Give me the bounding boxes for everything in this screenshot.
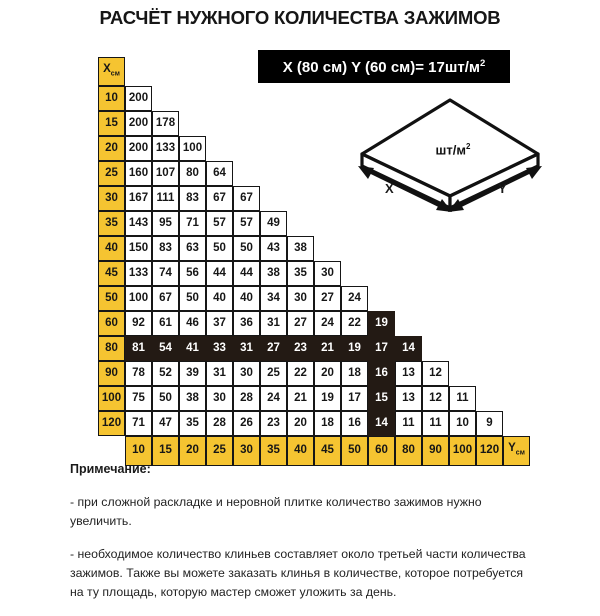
table-header-row — [98, 57, 530, 86]
table-cell[interactable]: 49 — [260, 211, 287, 236]
row-header[interactable]: 15 — [98, 111, 125, 136]
tile-unit-text: шт/м — [435, 142, 466, 158]
table-cell[interactable]: 16 — [368, 361, 395, 386]
table-cell[interactable]: 54 — [152, 336, 179, 361]
table-cell[interactable]: 14 — [395, 336, 422, 361]
table-spacer-cell — [152, 86, 179, 111]
table-cell[interactable]: 52 — [152, 361, 179, 386]
table-spacer-cell — [341, 161, 368, 186]
row-header[interactable]: 100 — [98, 386, 125, 411]
table-spacer-cell — [233, 111, 260, 136]
table-spacer-cell — [341, 86, 368, 111]
row-header[interactable]: 50 — [98, 286, 125, 311]
table-cell[interactable]: 143 — [125, 211, 152, 236]
table-cell[interactable]: 160 — [125, 161, 152, 186]
table-cell[interactable]: 50 — [206, 236, 233, 261]
table-spacer-cell — [395, 161, 422, 186]
table-cell[interactable]: 46 — [179, 311, 206, 336]
clips-quantity-table — [98, 57, 530, 466]
column-header[interactable]: 15 — [152, 436, 179, 465]
table-cell[interactable]: 22 — [341, 311, 368, 336]
table-spacer-cell — [368, 186, 395, 211]
row-header[interactable]: 120 — [98, 411, 125, 436]
row-header[interactable]: 60 — [98, 311, 125, 336]
table-cell[interactable]: 10 — [449, 411, 476, 436]
table-row — [98, 336, 530, 361]
table-spacer-cell — [260, 86, 287, 111]
table-spacer-cell — [314, 161, 341, 186]
table-spacer-cell — [422, 111, 449, 136]
table-cell[interactable]: 31 — [206, 361, 233, 386]
table-cell[interactable]: 38 — [287, 236, 314, 261]
table-spacer-cell — [368, 57, 395, 86]
table-spacer-cell — [233, 57, 260, 86]
table-spacer-cell — [476, 161, 503, 186]
table-cell[interactable]: 44 — [233, 261, 260, 286]
row-header[interactable]: 35 — [98, 211, 125, 236]
table-spacer-cell — [368, 261, 395, 286]
tile-unit-sup: 2 — [465, 142, 471, 151]
table-cell[interactable]: 200 — [125, 86, 152, 111]
row-header[interactable]: 30 — [98, 186, 125, 211]
column-header[interactable]: 40 — [287, 436, 314, 465]
column-header[interactable]: 45 — [314, 436, 341, 465]
table-cell[interactable]: 23 — [260, 411, 287, 436]
table-cell[interactable]: 20 — [287, 411, 314, 436]
table-cell[interactable]: 67 — [233, 186, 260, 211]
table-spacer-cell — [395, 286, 422, 311]
table-spacer-cell — [206, 136, 233, 161]
table-cell[interactable]: 57 — [206, 211, 233, 236]
table-spacer-cell — [314, 86, 341, 111]
table-spacer-cell — [449, 336, 476, 361]
table-spacer-cell — [206, 57, 233, 86]
table-spacer-cell — [341, 111, 368, 136]
column-header[interactable]: 50 — [341, 436, 368, 465]
table-cell[interactable]: 31 — [260, 311, 287, 336]
table-cell[interactable]: 15 — [368, 386, 395, 411]
table-spacer-cell — [422, 186, 449, 211]
row-header[interactable]: 25 — [98, 161, 125, 186]
table-body — [98, 57, 530, 466]
table-cell[interactable]: 47 — [152, 411, 179, 436]
row-header[interactable]: 80 — [98, 336, 125, 361]
table-spacer-cell — [395, 86, 422, 111]
table-cell[interactable]: 27 — [287, 311, 314, 336]
table-spacer-cell — [368, 111, 395, 136]
table-cell[interactable]: 75 — [125, 386, 152, 411]
table-spacer-cell — [260, 111, 287, 136]
table-cell[interactable]: 107 — [152, 161, 179, 186]
table-spacer-cell — [287, 161, 314, 186]
table-cell[interactable]: 30 — [233, 361, 260, 386]
table-cell[interactable]: 50 — [152, 386, 179, 411]
table-spacer-cell — [287, 211, 314, 236]
table-spacer-cell — [422, 86, 449, 111]
table-cell[interactable]: 12 — [422, 386, 449, 411]
table-spacer-cell — [314, 211, 341, 236]
table-spacer-cell — [449, 186, 476, 211]
table-cell[interactable]: 81 — [125, 336, 152, 361]
table-cell[interactable]: 28 — [233, 386, 260, 411]
table-spacer-cell — [422, 161, 449, 186]
table-spacer-cell — [476, 261, 503, 286]
table-spacer-cell — [422, 57, 449, 86]
table-spacer-cell — [287, 57, 314, 86]
notes-title: Примечание: — [70, 462, 151, 476]
table-spacer-cell — [476, 311, 503, 336]
column-header[interactable]: 60 — [368, 436, 395, 465]
table-cell[interactable]: 12 — [422, 361, 449, 386]
table-spacer-cell — [314, 136, 341, 161]
table-cell[interactable]: 24 — [314, 311, 341, 336]
table-cell[interactable]: 31 — [233, 336, 260, 361]
table-cell[interactable]: 83 — [152, 236, 179, 261]
table-cell[interactable]: 11 — [395, 411, 422, 436]
table-spacer-cell — [476, 286, 503, 311]
table-cell[interactable]: 71 — [179, 211, 206, 236]
table-cell[interactable]: 67 — [206, 186, 233, 211]
note-item: - необходимое количество клиньев составляет около третьей части количества зажимов. Также вы можете заказать клинья в количестве, которое потребуется на ту площадь, которую мастер сможет уложить за день. — [70, 547, 526, 599]
column-header[interactable]: 90 — [422, 436, 449, 465]
table-cell[interactable]: 100 — [125, 286, 152, 311]
table-cell[interactable]: 63 — [179, 236, 206, 261]
table-spacer-cell — [395, 261, 422, 286]
diagram-y-label: Y — [498, 181, 507, 196]
table-spacer-cell — [287, 111, 314, 136]
row-header[interactable]: 90 — [98, 361, 125, 386]
table-cell[interactable]: 25 — [260, 361, 287, 386]
table-spacer-cell — [368, 136, 395, 161]
table-spacer-cell — [449, 236, 476, 261]
table-spacer-cell — [368, 86, 395, 111]
table-spacer-cell — [422, 261, 449, 286]
table-spacer-cell — [395, 236, 422, 261]
row-header[interactable]: 45 — [98, 261, 125, 286]
table-spacer-cell — [125, 57, 152, 86]
table-spacer-cell — [449, 161, 476, 186]
table-cell[interactable]: 21 — [314, 336, 341, 361]
table-spacer-cell — [233, 86, 260, 111]
column-axis-header: $Y_{см}$ — [503, 436, 530, 465]
table-cell[interactable]: 13 — [395, 361, 422, 386]
column-header[interactable]: 80 — [395, 436, 422, 465]
table-cell[interactable]: 16 — [341, 411, 368, 436]
table-spacer-cell — [449, 261, 476, 286]
table-spacer-cell — [395, 136, 422, 161]
table-spacer-cell — [368, 211, 395, 236]
row-header[interactable]: 10 — [98, 86, 125, 111]
table-spacer-cell — [476, 57, 503, 86]
table-spacer-cell — [422, 286, 449, 311]
table-spacer-cell — [206, 86, 233, 111]
table-cell[interactable]: 18 — [314, 411, 341, 436]
table-spacer-cell — [395, 311, 422, 336]
table-cell[interactable]: 27 — [260, 336, 287, 361]
table-spacer-cell — [422, 311, 449, 336]
column-header[interactable]: 30 — [233, 436, 260, 465]
table-cell[interactable]: 50 — [233, 236, 260, 261]
table-spacer-cell — [179, 111, 206, 136]
table-row — [98, 386, 530, 411]
table-cell[interactable]: 71 — [125, 411, 152, 436]
table-row — [98, 286, 530, 311]
table-cell[interactable]: 35 — [179, 411, 206, 436]
table-cell[interactable]: 83 — [179, 186, 206, 211]
table-spacer-cell — [449, 286, 476, 311]
table-cell[interactable]: 167 — [125, 186, 152, 211]
table-spacer-cell — [395, 111, 422, 136]
table-cell[interactable]: 80 — [179, 161, 206, 186]
column-header[interactable]: 20 — [179, 436, 206, 465]
table-cell[interactable]: 57 — [233, 211, 260, 236]
table-spacer-cell — [476, 386, 503, 411]
table-cell[interactable]: 100 — [179, 136, 206, 161]
formula-expression: X (80 см) Y (60 см)= 17шт/м — [282, 58, 480, 76]
table-cell[interactable]: 18 — [341, 361, 368, 386]
table-spacer-cell — [314, 186, 341, 211]
column-header[interactable]: 25 — [206, 436, 233, 465]
table-cell[interactable]: 33 — [206, 336, 233, 361]
table-cell[interactable]: 40 — [233, 286, 260, 311]
table-cell[interactable]: 64 — [206, 161, 233, 186]
row-axis-header: $X_{см}$ — [98, 57, 125, 86]
table-cell[interactable]: 17 — [368, 336, 395, 361]
column-header[interactable]: 120 — [476, 436, 503, 465]
column-header[interactable]: 10 — [125, 436, 152, 465]
table-cell[interactable]: 34 — [260, 286, 287, 311]
table-cell[interactable]: 11 — [422, 411, 449, 436]
table-cell[interactable]: 78 — [125, 361, 152, 386]
table-cell[interactable]: 19 — [314, 386, 341, 411]
table-row — [98, 311, 530, 336]
table-cell[interactable]: 74 — [152, 261, 179, 286]
table-spacer-cell — [395, 186, 422, 211]
table-spacer-cell — [422, 336, 449, 361]
table-cell[interactable]: 22 — [287, 361, 314, 386]
table-cell[interactable]: 9 — [476, 411, 503, 436]
table-cell[interactable]: 30 — [287, 286, 314, 311]
table-spacer-cell — [368, 236, 395, 261]
table-spacer-cell — [395, 211, 422, 236]
table-spacer-cell — [314, 57, 341, 86]
table-spacer-cell — [260, 57, 287, 86]
row-header[interactable]: 20 — [98, 136, 125, 161]
table-cell[interactable]: 19 — [341, 336, 368, 361]
table-spacer-cell — [314, 111, 341, 136]
notes-section — [70, 462, 540, 616]
table-spacer-cell — [449, 211, 476, 236]
table-row — [98, 111, 530, 136]
table-spacer-cell — [179, 57, 206, 86]
table-cell[interactable]: 43 — [260, 236, 287, 261]
table-spacer-cell — [449, 111, 476, 136]
table-cell[interactable]: 27 — [314, 286, 341, 311]
table-spacer-cell — [287, 86, 314, 111]
table-spacer-cell — [152, 57, 179, 86]
table-spacer-cell — [233, 136, 260, 161]
note-item: - при сложной раскладке и неровной плитке количество зажимов нужно увеличить. — [70, 495, 482, 528]
table-spacer-cell — [341, 136, 368, 161]
table-cell[interactable]: 133 — [152, 136, 179, 161]
table-spacer-cell — [476, 211, 503, 236]
table-spacer-cell — [476, 111, 503, 136]
table-row — [98, 361, 530, 386]
table-cell[interactable]: 24 — [341, 286, 368, 311]
table-cell[interactable]: 30 — [314, 261, 341, 286]
table-row — [98, 261, 530, 286]
table-spacer-cell — [314, 236, 341, 261]
table-spacer-cell — [476, 186, 503, 211]
table-cell[interactable]: 111 — [152, 186, 179, 211]
table-cell[interactable]: 38 — [260, 261, 287, 286]
table-spacer-cell — [449, 361, 476, 386]
table-cell[interactable]: 44 — [206, 261, 233, 286]
table-spacer-cell — [341, 186, 368, 211]
table-spacer-cell — [449, 311, 476, 336]
table-spacer-cell — [476, 236, 503, 261]
table-row — [98, 186, 530, 211]
table-spacer-cell — [206, 111, 233, 136]
column-header[interactable]: 100 — [449, 436, 476, 465]
table-spacer-cell — [287, 136, 314, 161]
table-spacer-cell — [341, 236, 368, 261]
table-spacer-cell — [422, 236, 449, 261]
formula-superscript: 2 — [479, 57, 486, 69]
table-spacer-cell — [422, 211, 449, 236]
table-row — [98, 211, 530, 236]
table-spacer-cell — [341, 57, 368, 86]
table-cell[interactable]: 61 — [152, 311, 179, 336]
table-spacer-cell — [422, 136, 449, 161]
table-spacer-cell — [476, 136, 503, 161]
table-cell[interactable]: 11 — [449, 386, 476, 411]
table-cell[interactable]: 28 — [206, 411, 233, 436]
table-cell[interactable]: 40 — [206, 286, 233, 311]
table-cell[interactable]: 67 — [152, 286, 179, 311]
table-cell[interactable]: 39 — [179, 361, 206, 386]
table-cell[interactable]: 178 — [152, 111, 179, 136]
table-cell[interactable]: 23 — [287, 336, 314, 361]
table-cell[interactable]: 95 — [152, 211, 179, 236]
table-cell[interactable]: 133 — [125, 261, 152, 286]
page-title: РАСЧЁТ НУЖНОГО КОЛИЧЕСТВА ЗАЖИМОВ — [99, 7, 501, 28]
table-cell[interactable]: 20 — [314, 361, 341, 386]
table-cell[interactable]: 21 — [287, 386, 314, 411]
table-cell[interactable]: 92 — [125, 311, 152, 336]
table-row — [98, 136, 530, 161]
table-spacer-cell — [395, 57, 422, 86]
table-cell[interactable]: 200 — [125, 136, 152, 161]
table-cell[interactable]: 19 — [368, 311, 395, 336]
table-spacer-cell — [287, 186, 314, 211]
table-cell[interactable]: 35 — [287, 261, 314, 286]
table-spacer-cell — [260, 186, 287, 211]
table-spacer-cell — [260, 161, 287, 186]
table-cell[interactable]: 200 — [125, 111, 152, 136]
column-header[interactable]: 35 — [260, 436, 287, 465]
table-spacer-cell — [368, 286, 395, 311]
table-row — [98, 411, 530, 436]
table-cell[interactable]: 13 — [395, 386, 422, 411]
table-cell[interactable]: 14 — [368, 411, 395, 436]
table-row — [98, 236, 530, 261]
table-cell[interactable]: 56 — [179, 261, 206, 286]
table-cell[interactable]: 17 — [341, 386, 368, 411]
table-row — [98, 86, 530, 111]
table-cell[interactable]: 50 — [179, 286, 206, 311]
table-cell[interactable]: 26 — [233, 411, 260, 436]
table-row — [98, 161, 530, 186]
table-spacer-cell — [341, 211, 368, 236]
table-cell[interactable]: 30 — [206, 386, 233, 411]
table-spacer-cell — [341, 261, 368, 286]
table-spacer-cell — [449, 86, 476, 111]
table-spacer-cell — [449, 57, 476, 86]
table-spacer-cell — [233, 161, 260, 186]
table-cell[interactable]: 38 — [179, 386, 206, 411]
table-cell[interactable]: 150 — [125, 236, 152, 261]
row-header[interactable]: 40 — [98, 236, 125, 261]
table-spacer-cell — [179, 86, 206, 111]
table-cell[interactable]: 37 — [206, 311, 233, 336]
table-cell[interactable]: 41 — [179, 336, 206, 361]
table-spacer-cell — [476, 336, 503, 361]
table-spacer-cell — [368, 161, 395, 186]
table-cell[interactable]: 24 — [260, 386, 287, 411]
table-spacer-cell — [476, 86, 503, 111]
diagram-x-label: X — [385, 181, 394, 196]
table-spacer-cell — [449, 136, 476, 161]
table-spacer-cell — [260, 136, 287, 161]
table-spacer-cell — [476, 361, 503, 386]
table-cell[interactable]: 36 — [233, 311, 260, 336]
